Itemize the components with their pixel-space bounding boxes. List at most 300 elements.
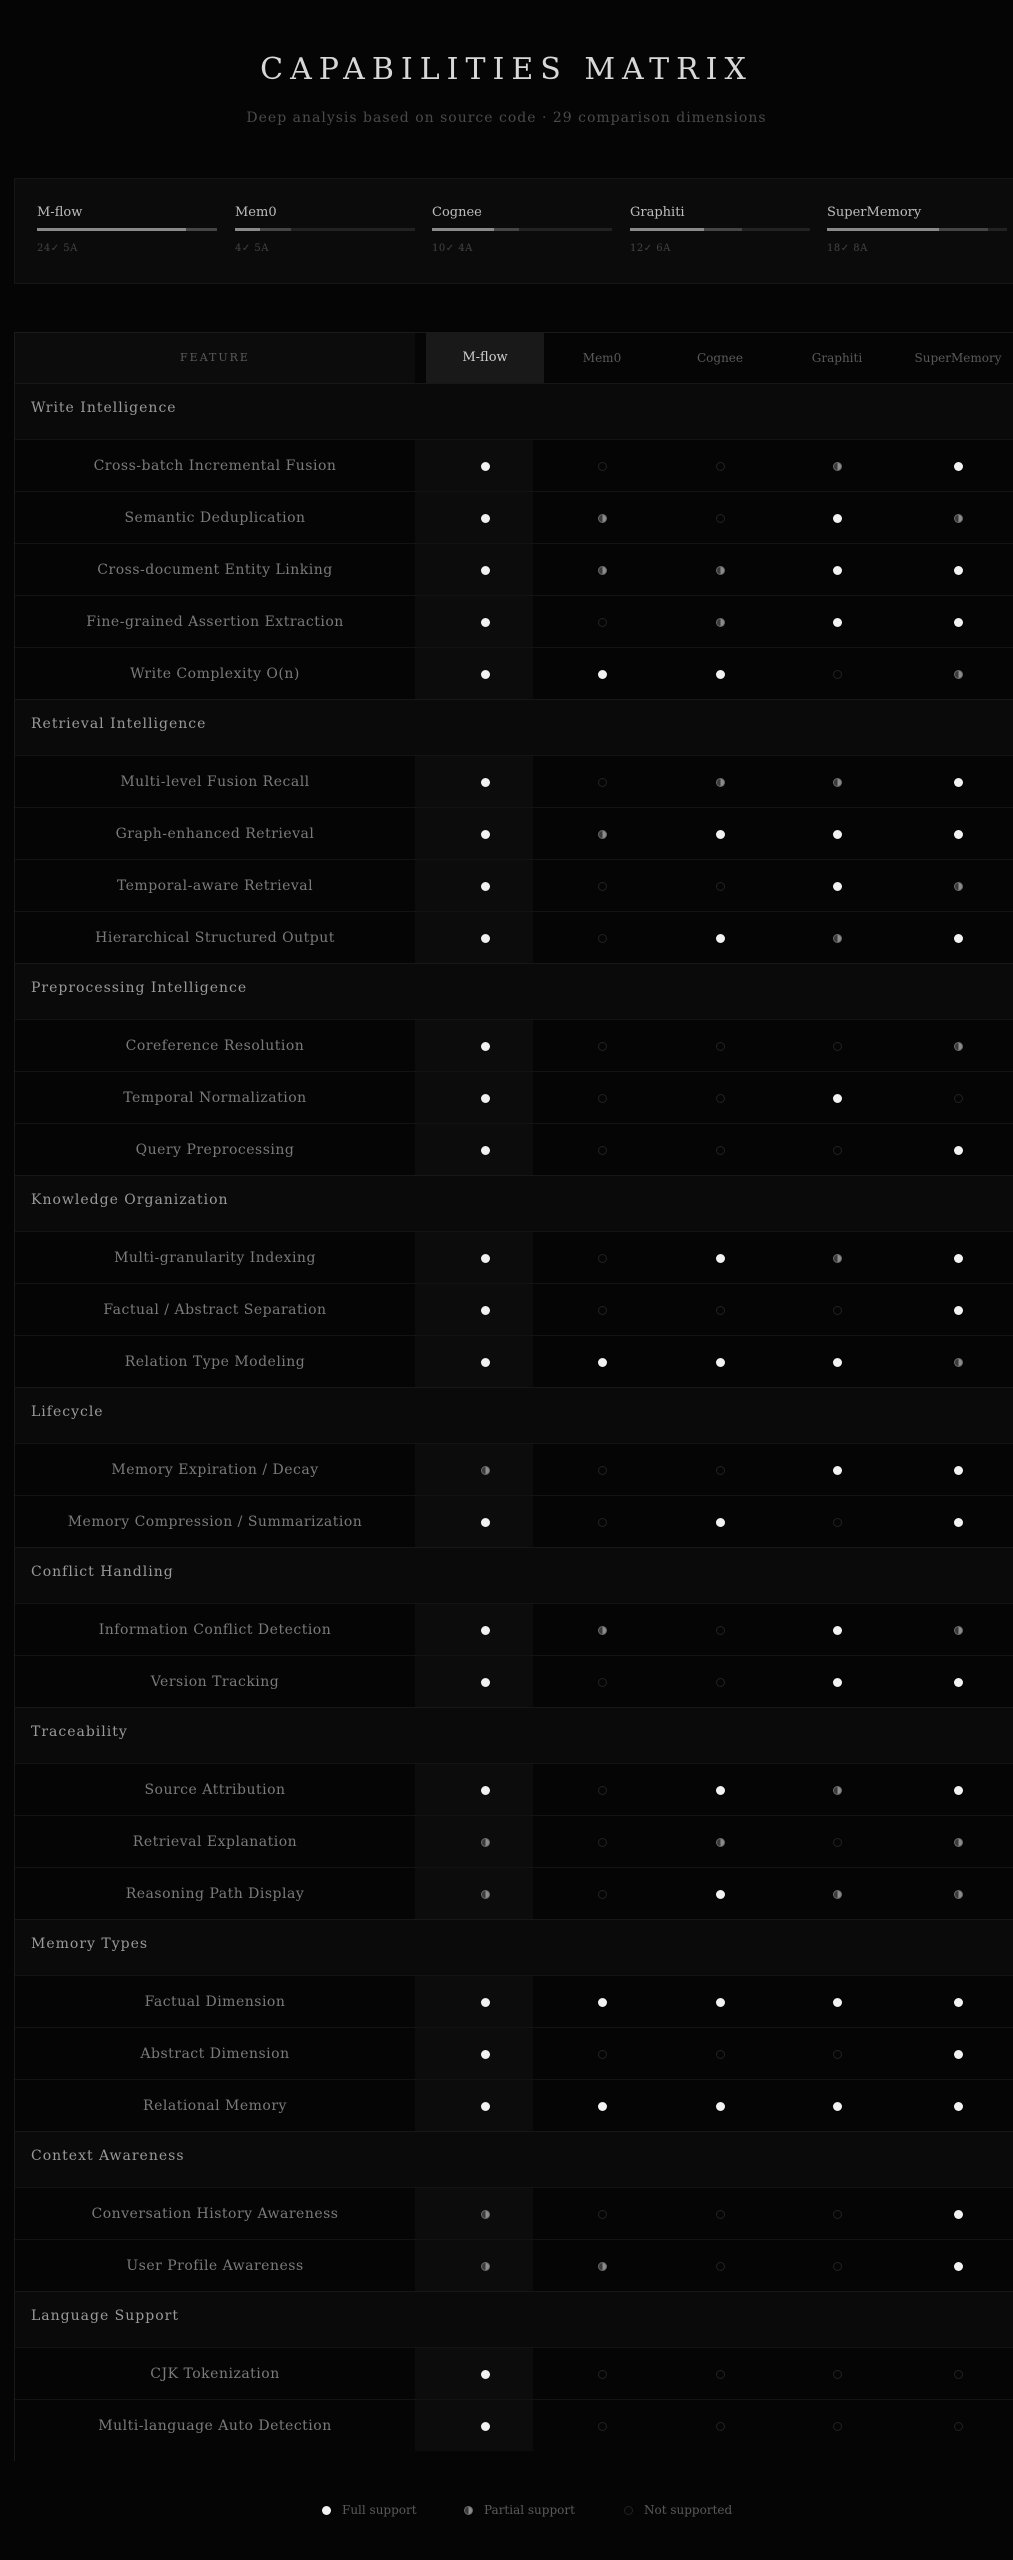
partial-support-icon bbox=[716, 618, 725, 627]
support-cell bbox=[661, 2188, 779, 2240]
full-support-icon bbox=[481, 830, 490, 839]
not-supported-icon bbox=[716, 1306, 725, 1315]
full-support-icon bbox=[954, 1998, 963, 2007]
column-header: Graphiti bbox=[811, 351, 863, 365]
support-cell bbox=[778, 1284, 896, 1336]
feature-name: Memory Expiration / Decay bbox=[111, 1462, 319, 1478]
section-header bbox=[15, 1547, 1013, 1604]
score-bar bbox=[235, 228, 415, 231]
feature-row bbox=[15, 2027, 1013, 2080]
feature-row bbox=[15, 1867, 1013, 1920]
score-bar bbox=[37, 228, 217, 231]
not-supported-icon bbox=[598, 462, 607, 471]
full-support-icon bbox=[833, 830, 842, 839]
full-support-icon bbox=[954, 566, 963, 575]
support-cell bbox=[778, 1336, 896, 1388]
not-supported-icon bbox=[598, 2370, 607, 2379]
feature-name: Multi-granularity Indexing bbox=[114, 1250, 316, 1266]
legend-full-label: Full support bbox=[342, 2503, 417, 2517]
legend-none bbox=[622, 2500, 732, 2520]
feature-name: Memory Compression / Summarization bbox=[67, 1514, 363, 1530]
full-support-icon bbox=[954, 1254, 963, 1263]
full-support-icon bbox=[716, 1518, 725, 1527]
score-bar bbox=[827, 228, 1007, 231]
feature-row bbox=[15, 755, 1013, 808]
not-supported-icon bbox=[716, 1626, 725, 1635]
not-supported-icon bbox=[716, 2210, 725, 2219]
feature-name: Write Complexity O(n) bbox=[130, 666, 300, 682]
not-supported-icon bbox=[716, 2422, 725, 2431]
full-support-icon bbox=[481, 2422, 490, 2431]
feature-row bbox=[15, 1655, 1013, 1708]
full-support-icon bbox=[954, 2050, 963, 2059]
legend bbox=[0, 2500, 1013, 2520]
support-cell bbox=[899, 1020, 1013, 1072]
partial-support-icon bbox=[598, 514, 607, 523]
partial-support-icon bbox=[954, 670, 963, 679]
support-cell bbox=[661, 1336, 779, 1388]
support-cell bbox=[543, 1868, 661, 1920]
support-cell bbox=[899, 648, 1013, 700]
support-cell bbox=[778, 492, 896, 544]
partial-support-icon bbox=[833, 1890, 842, 1899]
not-supported-icon bbox=[833, 2262, 842, 2271]
full-support-icon bbox=[954, 1786, 963, 1795]
support-cell bbox=[778, 912, 896, 964]
feature-row bbox=[15, 1763, 1013, 1816]
support-cell bbox=[661, 2400, 779, 2452]
partial-support-icon bbox=[598, 830, 607, 839]
support-cell bbox=[426, 1868, 544, 1920]
feature-row bbox=[15, 1123, 1013, 1176]
not-supported-icon bbox=[716, 2370, 725, 2379]
support-cell bbox=[899, 596, 1013, 648]
full-support-icon bbox=[598, 2102, 607, 2111]
summary-card bbox=[630, 205, 810, 254]
partial-support-icon bbox=[833, 462, 842, 471]
support-cell bbox=[778, 1816, 896, 1868]
partial-support-icon bbox=[464, 2506, 473, 2515]
section-header bbox=[15, 699, 1013, 756]
support-cell bbox=[426, 1604, 544, 1656]
score-bar-partial bbox=[939, 228, 989, 231]
section-header bbox=[15, 2291, 1013, 2348]
score-bar-full bbox=[630, 228, 704, 231]
support-cell bbox=[899, 1284, 1013, 1336]
partial-support-icon bbox=[716, 1838, 725, 1847]
score-bar-partial bbox=[704, 228, 741, 231]
support-cell bbox=[543, 808, 661, 860]
full-support-icon bbox=[954, 778, 963, 787]
support-cell bbox=[661, 1976, 779, 2028]
page-title: CAPABILITIES MATRIX bbox=[260, 52, 753, 87]
support-cell bbox=[426, 808, 544, 860]
full-support-icon bbox=[322, 2506, 331, 2515]
full-support-icon bbox=[598, 1998, 607, 2007]
support-cell bbox=[543, 2400, 661, 2452]
not-supported-icon bbox=[716, 1094, 725, 1103]
partial-support-icon bbox=[833, 1786, 842, 1795]
score-bar bbox=[432, 228, 612, 231]
partial-support-icon bbox=[954, 1042, 963, 1051]
full-support-icon bbox=[716, 670, 725, 679]
support-cell bbox=[543, 1444, 661, 1496]
full-support-icon bbox=[954, 934, 963, 943]
support-cell bbox=[661, 2080, 779, 2132]
support-cell bbox=[899, 2400, 1013, 2452]
support-cell bbox=[778, 1496, 896, 1548]
feature-name: Source Attribution bbox=[144, 1782, 286, 1798]
score-bar-partial bbox=[186, 228, 217, 231]
not-supported-icon bbox=[598, 1838, 607, 1847]
not-supported-icon bbox=[833, 1838, 842, 1847]
support-cell bbox=[778, 596, 896, 648]
feature-row bbox=[15, 1603, 1013, 1656]
full-support-icon bbox=[481, 1786, 490, 1795]
support-cell bbox=[426, 2080, 544, 2132]
feature-row bbox=[15, 2079, 1013, 2132]
support-cell bbox=[661, 1444, 779, 1496]
partial-support-icon bbox=[833, 778, 842, 787]
feature-row bbox=[15, 2347, 1013, 2400]
support-cell bbox=[778, 1124, 896, 1176]
support-cell bbox=[661, 440, 779, 492]
feature-name: Fine-grained Assertion Extraction bbox=[86, 614, 344, 630]
full-support-icon bbox=[481, 1094, 490, 1103]
support-cell bbox=[426, 1284, 544, 1336]
full-support-icon bbox=[954, 1306, 963, 1315]
not-supported-icon bbox=[716, 462, 725, 471]
full-support-icon bbox=[954, 830, 963, 839]
support-cell bbox=[543, 2188, 661, 2240]
support-cell bbox=[899, 1816, 1013, 1868]
section-header bbox=[15, 1387, 1013, 1444]
full-support-icon bbox=[954, 462, 963, 471]
support-cell bbox=[661, 1868, 779, 1920]
support-cell bbox=[543, 1976, 661, 2028]
full-support-icon bbox=[954, 1518, 963, 1527]
support-cell bbox=[661, 648, 779, 700]
summary-card-stats: 24✓ 5A bbox=[37, 243, 78, 254]
support-cell bbox=[426, 2348, 544, 2400]
support-cell bbox=[426, 1444, 544, 1496]
support-cell bbox=[661, 1496, 779, 1548]
section-header bbox=[15, 383, 1013, 440]
full-support-icon bbox=[954, 1466, 963, 1475]
support-cell bbox=[543, 2028, 661, 2080]
full-support-icon bbox=[833, 618, 842, 627]
support-cell bbox=[543, 1496, 661, 1548]
full-support-icon bbox=[954, 1146, 963, 1155]
not-supported-icon bbox=[833, 1042, 842, 1051]
feature-name: User Profile Awareness bbox=[126, 2258, 304, 2274]
full-support-icon bbox=[716, 1998, 725, 2007]
not-supported-icon bbox=[598, 1042, 607, 1051]
support-cell bbox=[899, 2240, 1013, 2292]
support-cell bbox=[778, 1764, 896, 1816]
support-cell bbox=[426, 1124, 544, 1176]
support-cell bbox=[899, 1496, 1013, 1548]
summary-card-stats: 4✓ 5A bbox=[235, 243, 270, 254]
support-cell bbox=[661, 1816, 779, 1868]
feature-row bbox=[15, 1071, 1013, 1124]
feature-name: Semantic Deduplication bbox=[124, 510, 306, 526]
not-supported-icon bbox=[598, 618, 607, 627]
full-support-icon bbox=[481, 1146, 490, 1155]
feature-name: Relational Memory bbox=[143, 2098, 287, 2114]
not-supported-icon bbox=[833, 1306, 842, 1315]
full-support-icon bbox=[716, 1358, 725, 1367]
support-cell bbox=[661, 1124, 779, 1176]
support-cell bbox=[778, 2080, 896, 2132]
support-cell bbox=[899, 492, 1013, 544]
not-supported-icon bbox=[716, 1146, 725, 1155]
feature-row bbox=[15, 807, 1013, 860]
section-label: Preprocessing Intelligence bbox=[31, 980, 248, 996]
support-cell bbox=[899, 544, 1013, 596]
support-cell bbox=[543, 1604, 661, 1656]
section-label: Write Intelligence bbox=[31, 400, 177, 416]
support-cell bbox=[661, 2240, 779, 2292]
partial-support-icon bbox=[598, 2262, 607, 2271]
not-supported-icon bbox=[833, 2210, 842, 2219]
not-supported-icon bbox=[954, 2422, 963, 2431]
support-cell bbox=[778, 648, 896, 700]
support-cell bbox=[778, 1020, 896, 1072]
full-support-icon bbox=[716, 934, 725, 943]
feature-name: Hierarchical Structured Output bbox=[95, 930, 335, 946]
section-label: Language Support bbox=[31, 2308, 179, 2324]
summary-card-name: M-flow bbox=[37, 205, 83, 220]
support-cell bbox=[543, 1232, 661, 1284]
support-cell bbox=[661, 808, 779, 860]
column-header: M-flow bbox=[426, 333, 544, 383]
full-support-icon bbox=[954, 2210, 963, 2219]
support-cell bbox=[543, 1124, 661, 1176]
partial-support-icon bbox=[716, 778, 725, 787]
support-cell bbox=[899, 440, 1013, 492]
full-support-icon bbox=[954, 618, 963, 627]
partial-support-icon bbox=[954, 1890, 963, 1899]
support-cell bbox=[543, 1656, 661, 1708]
feature-name: Factual / Abstract Separation bbox=[103, 1302, 327, 1318]
not-supported-icon bbox=[598, 1254, 607, 1263]
support-cell bbox=[426, 1764, 544, 1816]
not-supported-icon bbox=[598, 1786, 607, 1795]
feature-name: Query Preprocessing bbox=[135, 1142, 295, 1158]
full-support-icon bbox=[833, 1626, 842, 1635]
support-cell bbox=[661, 912, 779, 964]
feature-name: Temporal-aware Retrieval bbox=[116, 878, 314, 894]
score-bar-partial bbox=[494, 228, 519, 231]
support-cell bbox=[426, 860, 544, 912]
not-supported-icon bbox=[716, 2262, 725, 2271]
not-supported-icon bbox=[833, 2370, 842, 2379]
support-cell bbox=[778, 1232, 896, 1284]
full-support-icon bbox=[481, 1518, 490, 1527]
not-supported-icon bbox=[954, 2370, 963, 2379]
summary-card bbox=[235, 205, 415, 254]
support-cell bbox=[543, 648, 661, 700]
full-support-icon bbox=[833, 2102, 842, 2111]
feature-name: Temporal Normalization bbox=[123, 1090, 307, 1106]
section-label: Lifecycle bbox=[31, 1404, 104, 1420]
full-support-icon bbox=[598, 1358, 607, 1367]
support-cell bbox=[426, 912, 544, 964]
support-cell bbox=[899, 1336, 1013, 1388]
feature-name: CJK Tokenization bbox=[150, 2366, 280, 2382]
feature-name: Graph-enhanced Retrieval bbox=[115, 826, 315, 842]
support-cell bbox=[426, 1816, 544, 1868]
score-bar-partial bbox=[260, 228, 291, 231]
support-cell bbox=[778, 756, 896, 808]
section-label: Context Awareness bbox=[31, 2148, 185, 2164]
support-cell bbox=[778, 440, 896, 492]
support-cell bbox=[778, 2188, 896, 2240]
feature-row bbox=[15, 439, 1013, 492]
support-cell bbox=[661, 2028, 779, 2080]
partial-support-icon bbox=[598, 566, 607, 575]
support-cell bbox=[899, 2080, 1013, 2132]
full-support-icon bbox=[716, 830, 725, 839]
support-cell bbox=[661, 1284, 779, 1336]
full-support-icon bbox=[481, 778, 490, 787]
support-cell bbox=[778, 808, 896, 860]
not-supported-icon bbox=[598, 1518, 607, 1527]
feature-column-header: FEATURE bbox=[15, 333, 415, 383]
support-cell bbox=[778, 2348, 896, 2400]
support-cell bbox=[778, 1604, 896, 1656]
full-support-icon bbox=[954, 1678, 963, 1687]
support-cell bbox=[426, 440, 544, 492]
not-supported-icon bbox=[598, 1094, 607, 1103]
not-supported-icon bbox=[598, 1306, 607, 1315]
partial-support-icon bbox=[481, 1466, 490, 1475]
support-cell bbox=[778, 2400, 896, 2452]
not-supported-icon bbox=[598, 934, 607, 943]
support-cell bbox=[899, 1444, 1013, 1496]
feature-row bbox=[15, 1231, 1013, 1284]
feature-row bbox=[15, 2239, 1013, 2292]
support-cell bbox=[426, 648, 544, 700]
support-cell bbox=[426, 492, 544, 544]
not-supported-icon bbox=[598, 2050, 607, 2059]
not-supported-icon bbox=[598, 2210, 607, 2219]
partial-support-icon bbox=[481, 1838, 490, 1847]
not-supported-icon bbox=[598, 1466, 607, 1475]
full-support-icon bbox=[716, 1890, 725, 1899]
not-supported-icon bbox=[833, 670, 842, 679]
partial-support-icon bbox=[833, 1254, 842, 1263]
score-bar-full bbox=[235, 228, 260, 231]
support-cell bbox=[426, 1020, 544, 1072]
feature-name: Abstract Dimension bbox=[140, 2046, 290, 2062]
support-cell bbox=[899, 1976, 1013, 2028]
section-header bbox=[15, 2131, 1013, 2188]
support-cell bbox=[543, 440, 661, 492]
not-supported-icon bbox=[598, 1890, 607, 1899]
full-support-icon bbox=[833, 1358, 842, 1367]
partial-support-icon bbox=[481, 1890, 490, 1899]
feature-name: Retrieval Explanation bbox=[132, 1834, 298, 1850]
support-cell bbox=[543, 1284, 661, 1336]
feature-row bbox=[15, 1495, 1013, 1548]
not-supported-icon bbox=[598, 2422, 607, 2431]
summary-card bbox=[37, 205, 217, 254]
support-cell bbox=[426, 544, 544, 596]
support-cell bbox=[543, 1816, 661, 1868]
partial-support-icon bbox=[833, 934, 842, 943]
partial-support-icon bbox=[954, 1626, 963, 1635]
summary-card bbox=[827, 205, 1007, 254]
feature-name: Reasoning Path Display bbox=[125, 1886, 305, 1902]
score-bar-full bbox=[827, 228, 939, 231]
page-subtitle: Deep analysis based on source code · 29 comparison dimensions bbox=[246, 110, 767, 126]
full-support-icon bbox=[481, 566, 490, 575]
support-cell bbox=[426, 2400, 544, 2452]
support-cell bbox=[543, 596, 661, 648]
support-cell bbox=[426, 1496, 544, 1548]
support-cell bbox=[899, 1764, 1013, 1816]
support-cell bbox=[543, 756, 661, 808]
feature-name: Cross-batch Incremental Fusion bbox=[93, 458, 337, 474]
full-support-icon bbox=[954, 2262, 963, 2271]
support-cell bbox=[778, 1868, 896, 1920]
full-support-icon bbox=[716, 1786, 725, 1795]
full-support-icon bbox=[481, 1998, 490, 2007]
feature-row bbox=[15, 859, 1013, 912]
support-cell bbox=[661, 1072, 779, 1124]
section-header bbox=[15, 963, 1013, 1020]
feature-name: Version Tracking bbox=[150, 1674, 280, 1690]
support-cell bbox=[543, 492, 661, 544]
summary-card-stats: 18✓ 8A bbox=[827, 243, 868, 254]
full-support-icon bbox=[481, 514, 490, 523]
section-header bbox=[15, 1919, 1013, 1976]
support-cell bbox=[778, 1976, 896, 2028]
partial-support-icon bbox=[481, 2210, 490, 2219]
full-support-icon bbox=[481, 1358, 490, 1367]
support-cell bbox=[899, 2188, 1013, 2240]
feature-row bbox=[15, 2187, 1013, 2240]
support-cell bbox=[899, 808, 1013, 860]
not-supported-icon bbox=[833, 1146, 842, 1155]
support-cell bbox=[899, 860, 1013, 912]
legend-partial bbox=[462, 2500, 575, 2520]
support-cell bbox=[899, 1604, 1013, 1656]
support-cell bbox=[661, 1020, 779, 1072]
full-support-icon bbox=[481, 462, 490, 471]
feature-row bbox=[15, 2399, 1013, 2452]
support-cell bbox=[899, 1232, 1013, 1284]
support-cell bbox=[426, 1656, 544, 1708]
summary-card-name: SuperMemory bbox=[827, 205, 922, 220]
support-cell bbox=[661, 2348, 779, 2400]
support-cell bbox=[661, 860, 779, 912]
partial-support-icon bbox=[954, 514, 963, 523]
score-bar-full bbox=[37, 228, 186, 231]
support-cell bbox=[426, 596, 544, 648]
legend-full bbox=[320, 2500, 417, 2520]
support-cell bbox=[543, 544, 661, 596]
summary-card-name: Graphiti bbox=[630, 205, 685, 220]
support-cell bbox=[899, 2028, 1013, 2080]
feature-name: Cross-document Entity Linking bbox=[97, 562, 333, 578]
full-support-icon bbox=[833, 1094, 842, 1103]
full-support-icon bbox=[481, 1626, 490, 1635]
feature-row bbox=[15, 1019, 1013, 1072]
feature-row bbox=[15, 911, 1013, 964]
